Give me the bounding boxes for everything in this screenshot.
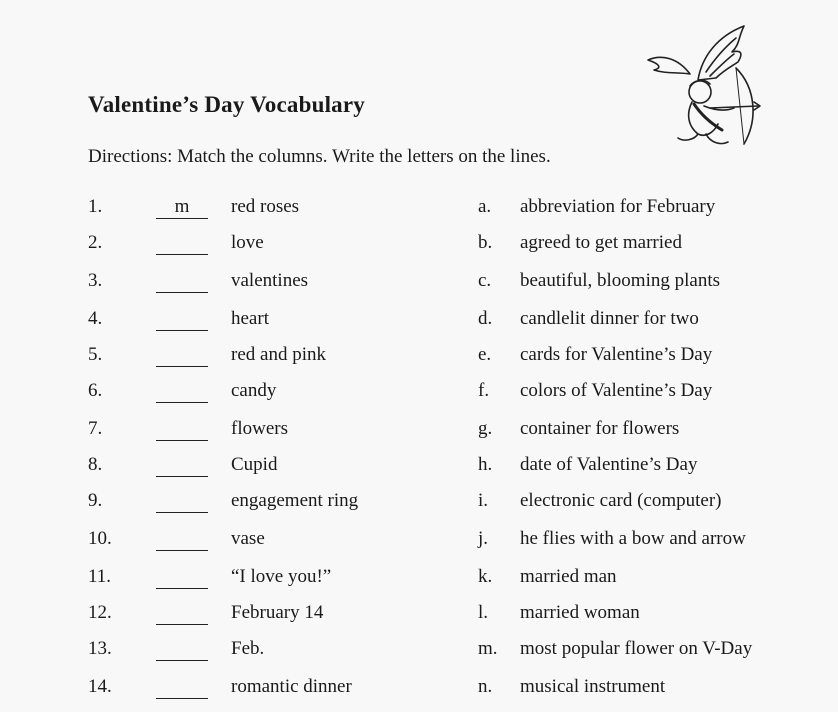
item-number: 14. bbox=[88, 676, 112, 697]
vocabulary-term: Cupid bbox=[231, 454, 278, 475]
answer-line[interactable]: m bbox=[156, 196, 208, 219]
answer-line[interactable] bbox=[156, 676, 208, 699]
answer-line[interactable] bbox=[156, 602, 208, 625]
definition-text: candlelit dinner for two bbox=[520, 308, 699, 329]
answer-line[interactable] bbox=[156, 490, 208, 513]
definition-text: electronic card (computer) bbox=[520, 490, 722, 511]
item-number: 9. bbox=[88, 490, 103, 511]
answer-line[interactable] bbox=[156, 418, 208, 441]
definition-letter: h. bbox=[478, 454, 493, 475]
definition-text: colors of Valentine’s Day bbox=[520, 380, 713, 401]
definition-letter: l. bbox=[478, 602, 489, 623]
vocabulary-term: red and pink bbox=[231, 344, 326, 365]
definition-text: cards for Valentine’s Day bbox=[520, 344, 713, 365]
matching-row bbox=[0, 270, 838, 300]
definition-letter: b. bbox=[478, 232, 493, 253]
item-number: 11. bbox=[88, 566, 112, 587]
definition-letter: i. bbox=[478, 490, 489, 511]
matching-row bbox=[0, 676, 838, 706]
vocabulary-term: candy bbox=[231, 380, 277, 401]
vocabulary-term: vase bbox=[231, 528, 265, 549]
matching-row bbox=[0, 196, 838, 226]
item-number: 4. bbox=[88, 308, 103, 329]
vocabulary-term: valentines bbox=[231, 270, 309, 291]
definition-letter: k. bbox=[478, 566, 493, 587]
answer-line[interactable] bbox=[156, 270, 208, 293]
definition-letter: n. bbox=[478, 676, 493, 697]
item-number: 13. bbox=[88, 638, 112, 659]
matching-row bbox=[0, 344, 838, 374]
definition-text: container for flowers bbox=[520, 418, 680, 439]
definition-letter: j. bbox=[478, 528, 489, 549]
answer-line[interactable] bbox=[156, 638, 208, 661]
matching-row bbox=[0, 638, 838, 668]
definition-text: date of Valentine’s Day bbox=[520, 454, 698, 475]
answer-line[interactable] bbox=[156, 308, 208, 331]
matching-row bbox=[0, 380, 838, 410]
worksheet-title: Valentine’s Day Vocabulary bbox=[88, 92, 365, 117]
worksheet-directions: Directions: Match the columns. Write the letters on the lines. bbox=[88, 146, 551, 167]
definition-letter: m. bbox=[478, 638, 498, 659]
vocabulary-term: love bbox=[231, 232, 264, 253]
answer-line[interactable] bbox=[156, 232, 208, 255]
item-number: 10. bbox=[88, 528, 112, 549]
matching-row bbox=[0, 308, 838, 338]
answer-line[interactable] bbox=[156, 344, 208, 367]
matching-row bbox=[0, 418, 838, 448]
answer-line[interactable] bbox=[156, 454, 208, 477]
matching-row bbox=[0, 602, 838, 632]
definition-text: beautiful, blooming plants bbox=[520, 270, 721, 291]
definition-letter: a. bbox=[478, 196, 492, 217]
vocabulary-term: romantic dinner bbox=[231, 676, 352, 697]
vocabulary-term: “I love you!” bbox=[231, 566, 332, 587]
matching-row bbox=[0, 454, 838, 484]
item-number: 12. bbox=[88, 602, 112, 623]
vocabulary-term: flowers bbox=[231, 418, 288, 439]
matching-row bbox=[0, 528, 838, 558]
definition-text: abbreviation for February bbox=[520, 196, 716, 217]
definition-text: married man bbox=[520, 566, 617, 587]
item-number: 6. bbox=[88, 380, 103, 401]
item-number: 2. bbox=[88, 232, 103, 253]
matching-row bbox=[0, 232, 838, 262]
definition-text: married woman bbox=[520, 602, 640, 623]
item-number: 1. bbox=[88, 196, 103, 217]
vocabulary-term: February 14 bbox=[231, 602, 324, 623]
vocabulary-term: heart bbox=[231, 308, 269, 329]
definition-letter: e. bbox=[478, 344, 492, 365]
definition-text: musical instrument bbox=[520, 676, 666, 697]
item-number: 3. bbox=[88, 270, 103, 291]
definition-text: he flies with a bow and arrow bbox=[520, 528, 746, 549]
matching-row bbox=[0, 490, 838, 520]
answer-line[interactable] bbox=[156, 528, 208, 551]
answer-line[interactable] bbox=[156, 566, 208, 589]
vocabulary-term: Feb. bbox=[231, 638, 265, 659]
item-number: 7. bbox=[88, 418, 103, 439]
matching-row bbox=[0, 566, 838, 596]
answer-line[interactable] bbox=[156, 380, 208, 403]
definition-letter: g. bbox=[478, 418, 493, 439]
item-number: 8. bbox=[88, 454, 103, 475]
definition-text: agreed to get married bbox=[520, 232, 682, 253]
item-number: 5. bbox=[88, 344, 103, 365]
definition-letter: d. bbox=[478, 308, 493, 329]
vocabulary-term: red roses bbox=[231, 196, 300, 217]
definition-text: most popular flower on V-Day bbox=[520, 638, 753, 659]
vocabulary-term: engagement ring bbox=[231, 490, 359, 511]
definition-letter: c. bbox=[478, 270, 492, 291]
definition-letter: f. bbox=[478, 380, 490, 401]
